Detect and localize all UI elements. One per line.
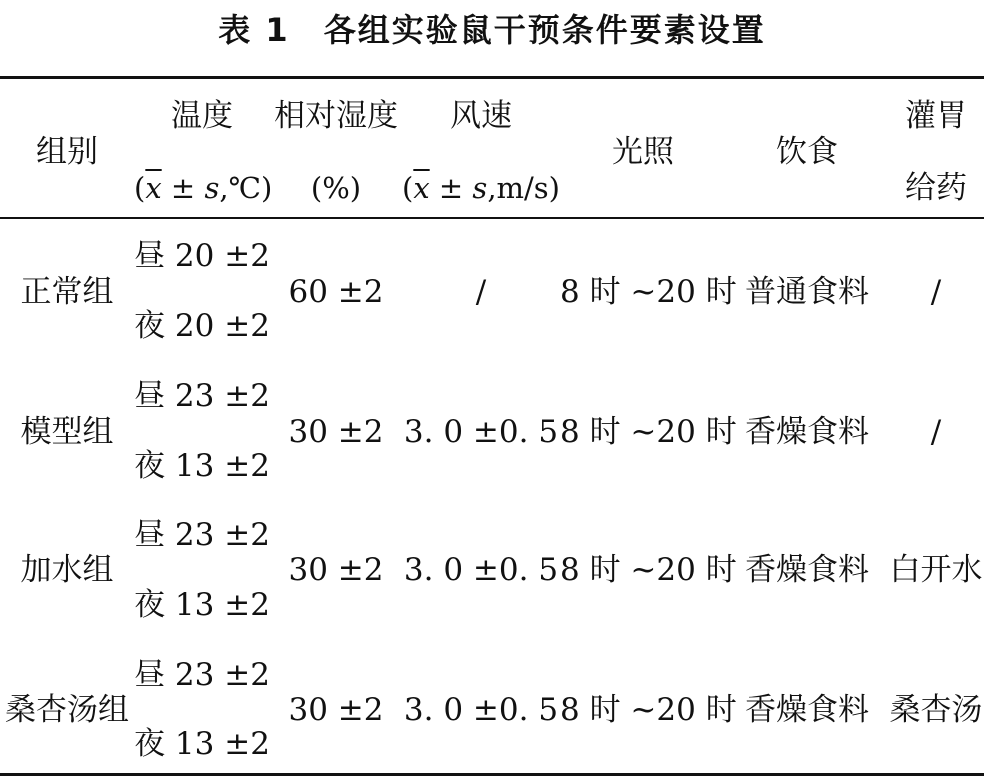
header-rule xyxy=(0,217,984,219)
row-3-temp-day: 昼 23 ±2 xyxy=(134,517,270,553)
header-gavage-line2: 给药 xyxy=(905,170,967,206)
row-3-temp-night: 夜 13 ±2 xyxy=(134,587,270,623)
header-humidity-unit: (%) xyxy=(310,171,362,205)
row-1-wind: / xyxy=(475,274,487,310)
top-rule xyxy=(0,76,984,79)
row-4-group: 桑杏汤组 xyxy=(5,692,129,728)
row-4-temp-day: 昼 23 ±2 xyxy=(134,657,270,693)
header-humidity: 相对湿度 xyxy=(274,98,398,134)
row-4-humidity: 30 ±2 xyxy=(288,692,384,728)
header-temp-unit: ($\overline{x}$ ± s,℃) xyxy=(134,171,273,205)
row-4-temp-night: 夜 13 ±2 xyxy=(134,726,270,762)
row-1-group: 正常组 xyxy=(20,274,114,310)
row-4-light: 8 时 ~20 时 xyxy=(560,692,737,728)
row-2-group: 模型组 xyxy=(20,414,114,450)
row-2-light: 8 时 ~20 时 xyxy=(560,414,737,450)
row-4-wind: 3. 0 ±0. 5 xyxy=(403,692,559,728)
row-1-gavage: / xyxy=(930,274,942,310)
row-4-diet: 香燥食料 xyxy=(745,692,869,728)
table-caption: 各组实验鼠干预条件要素设置 xyxy=(323,11,766,49)
row-2-temp-day: 昼 23 ±2 xyxy=(134,378,270,414)
header-diet: 饮食 xyxy=(776,134,838,170)
row-4-gavage: 桑杏汤 xyxy=(889,692,983,728)
row-1-humidity: 60 ±2 xyxy=(288,274,384,310)
header-light: 光照 xyxy=(612,134,674,170)
row-3-wind: 3. 0 ±0. 5 xyxy=(403,552,559,588)
row-3-diet: 香燥食料 xyxy=(745,552,869,588)
row-3-gavage: 白开水 xyxy=(889,552,983,588)
row-2-humidity: 30 ±2 xyxy=(288,414,384,450)
row-2-diet: 香燥食料 xyxy=(745,414,869,450)
header-wind-unit: $(\overline{x} \pm s,m/s)$ xyxy=(401,171,560,205)
row-2-temp-night: 夜 13 ±2 xyxy=(134,448,270,484)
header-wind: 风速 xyxy=(450,98,512,134)
row-2-gavage: / xyxy=(930,414,942,450)
header-gavage-line1: 灌胃 xyxy=(905,98,967,134)
row-2-wind: 3. 0 ±0. 5 xyxy=(403,414,559,450)
row-3-light: 8 时 ~20 时 xyxy=(560,552,737,588)
table-number: 表 1 xyxy=(218,11,290,49)
row-3-group: 加水组 xyxy=(20,552,114,588)
table-title xyxy=(0,8,984,52)
row-1-light: 8 时 ~20 时 xyxy=(560,274,737,310)
row-3-humidity: 30 ±2 xyxy=(288,552,384,588)
header-temp: 温度 xyxy=(171,98,233,134)
row-1-diet: 普通食料 xyxy=(745,274,869,310)
bottom-rule xyxy=(0,773,984,776)
header-group: 组别 xyxy=(36,134,98,170)
row-1-temp-day: 昼 20 ±2 xyxy=(134,238,270,274)
row-1-temp-night: 夜 20 ±2 xyxy=(134,308,270,344)
